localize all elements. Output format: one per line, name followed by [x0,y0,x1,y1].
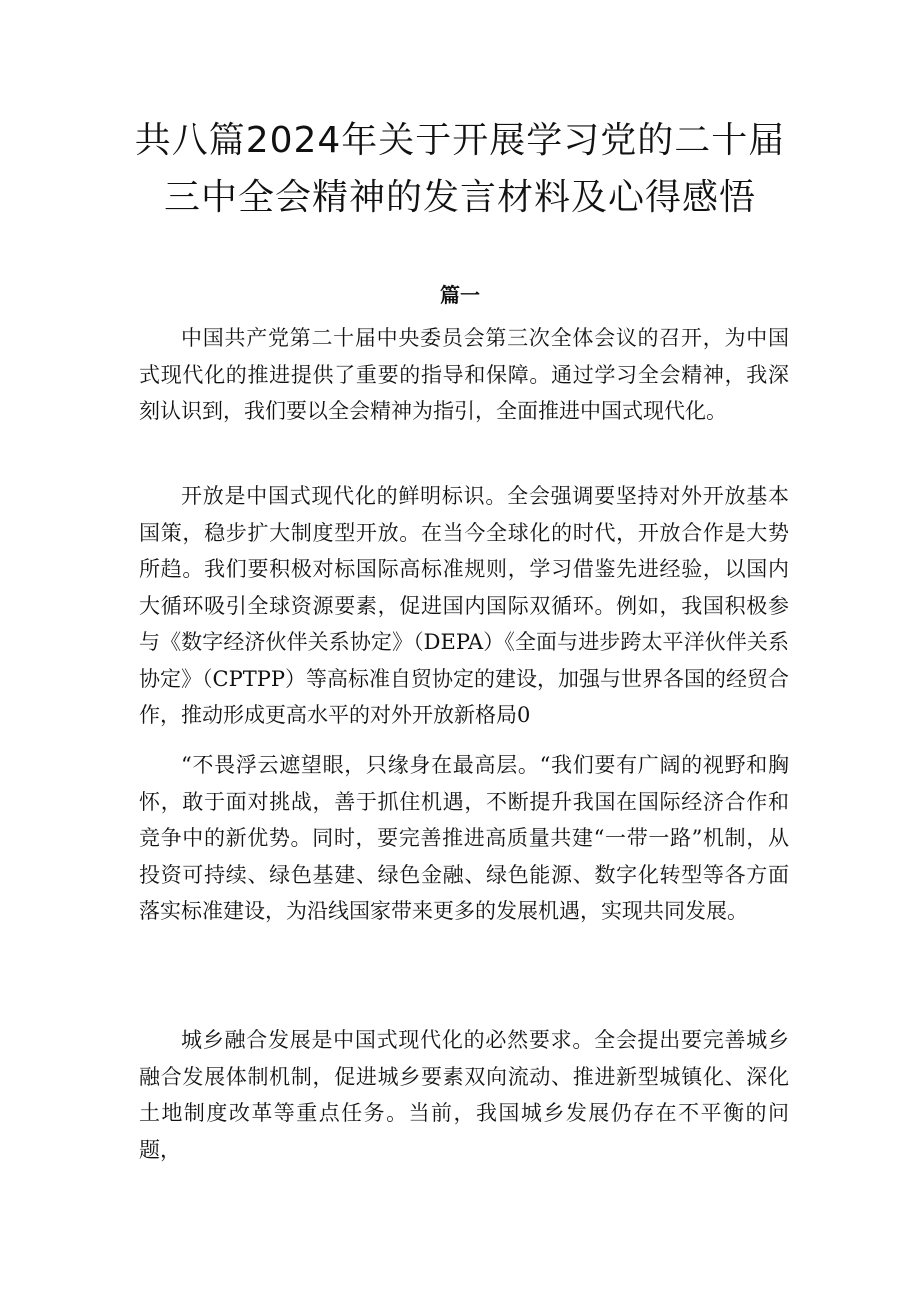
paragraph-1: 中国共产党第二十届中央委员会第三次全体会议的召开，为中国式现代化的推进提供了重要的指导和保障。通过学习全会精神，我深刻认识到，我们要以全会精神为指引，全面推进中国式现代化。 [139,326,789,423]
paragraph-4: 城乡融合发展是中国式现代化的必然要求。全会提出要完善城乡融合发展体制机制，促进城乡要素双向流动、推进新型城镇化、深化土地制度改革等重点任务。当前，我国城乡发展仍存在不平衡的问题， [139,1028,789,1162]
section-heading: 篇一 [440,283,480,307]
document-title: 共八篇2024年关于开展学习党的二十届三中全会精神的发言材料及心得感悟 [134,120,786,218]
paragraph-2: 开放是中国式现代化的鲜明标识。全会强调要坚持对外开放基本国策，稳步扩大制度型开放。在当今全球化的时代，开放合作是大势所趋。我们要积极对标国际高标准规则，学习借鉴先进经验，以国内大循环吸引全球资源要素，促进国内国际双循环。例如，我国积极参与《数字经济伙伴关系协定》（DEPA）《全面与进步跨太平洋伙伴关系协定》（CPTPP）等高标准自贸协定的建设，加强与世界各国的经贸合作，推动形成更高水平的对外开放新格局0 [139,484,789,727]
paragraph-3: “不畏浮云遮望眼，只缘身在最高层。“我们要有广阔的视野和胸怀，敢于面对挑战，善于抓住机遇，不断提升我国在国际经济合作和竞争中的新优势。同时，要完善推进高质量共建“一带一路”机制，从投资可持续、绿色基建、绿色金融、绿色能源、数字化转型等各方面落实标准建设，为沿线国家带来更多的发展机遇，实现共同发展。 [139,753,789,923]
